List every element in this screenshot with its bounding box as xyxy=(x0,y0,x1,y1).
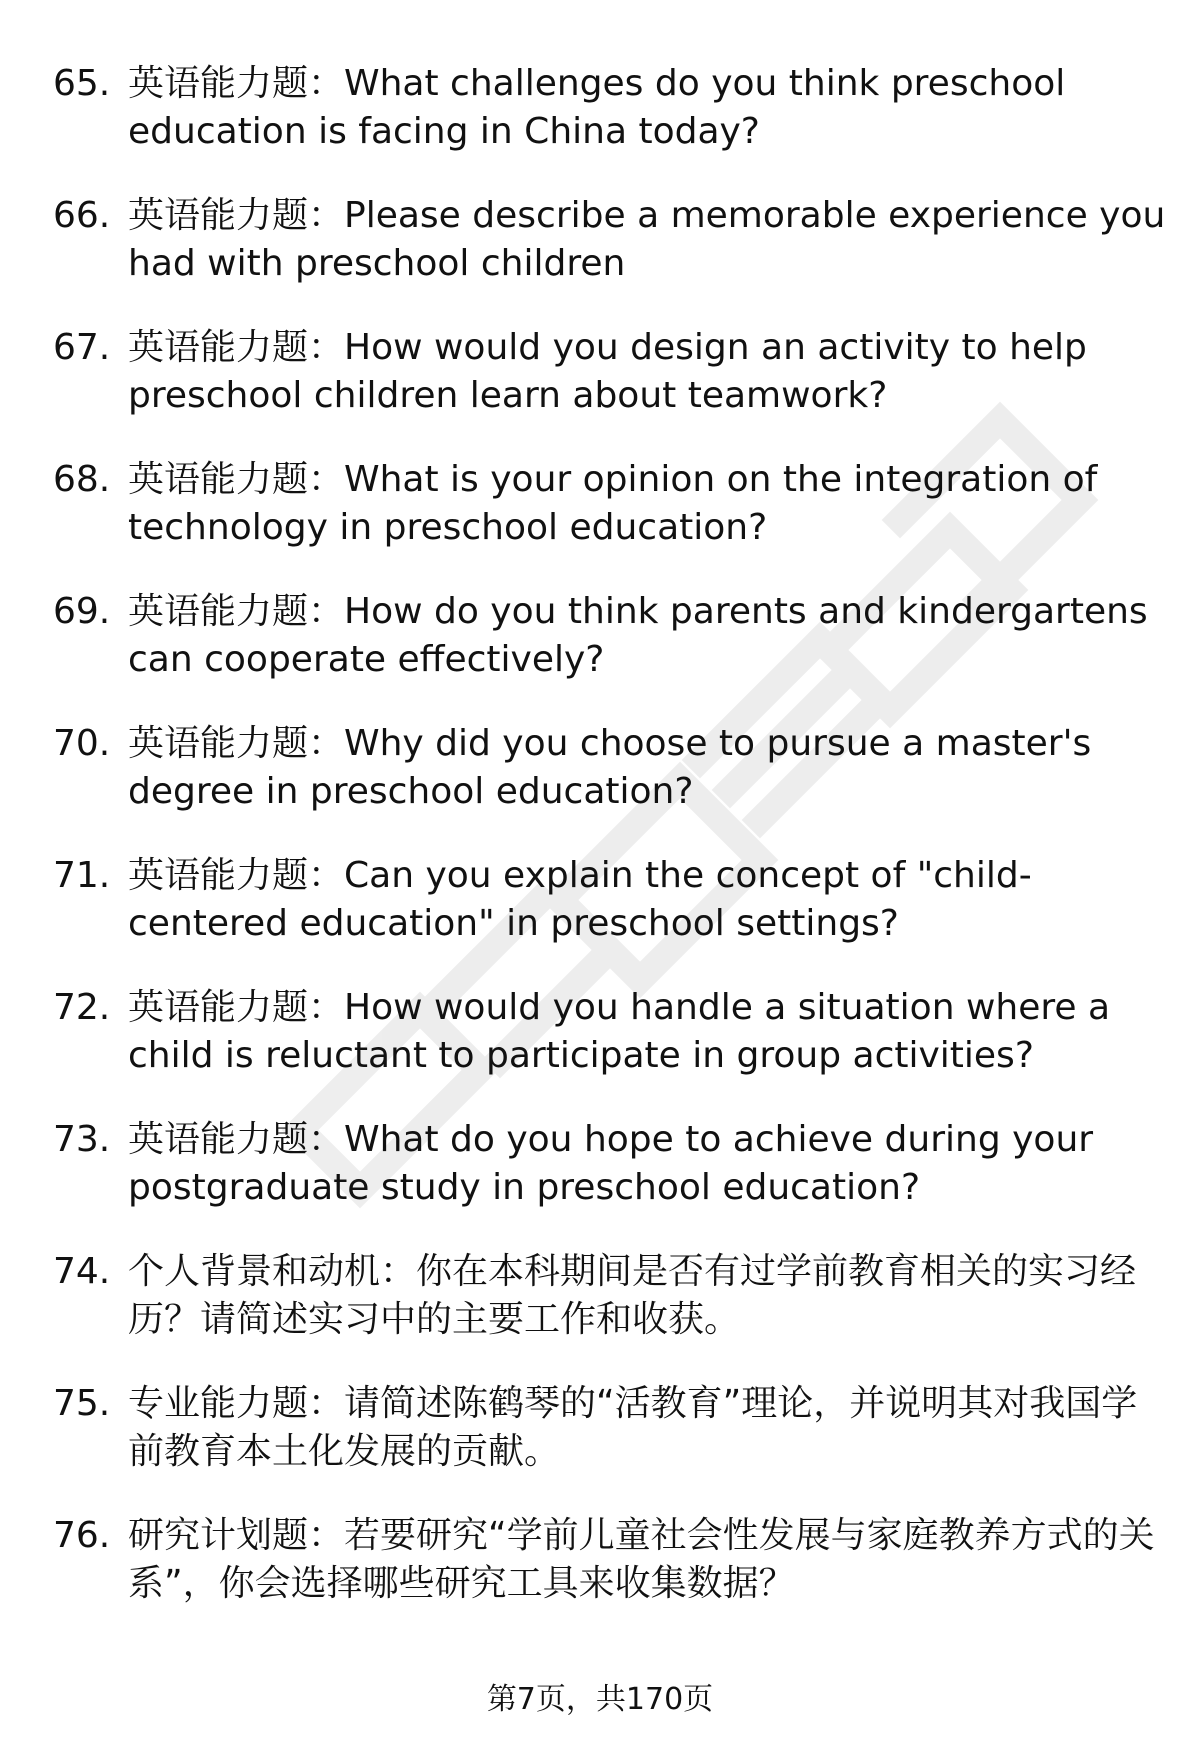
page-footer: 第7页，共170页 xyxy=(486,1682,714,1717)
question-text: 英语能力题：Please describe a memorable experience you had with preschool children xyxy=(128,195,1166,284)
question-number: 75. xyxy=(53,1383,111,1424)
question-item xyxy=(0,456,1200,588)
question-number: 67. xyxy=(53,327,111,368)
question-text: 英语能力题：Can you explain the concept of "child-centered education" in preschool settings? xyxy=(128,855,1032,944)
question-item xyxy=(0,192,1200,324)
question-item xyxy=(0,1380,1200,1512)
question-text: 英语能力题：How would you handle a situation where a child is reluctant to participate in group activities? xyxy=(128,987,1111,1076)
question-item xyxy=(0,60,1200,192)
question-text: 英语能力题：What is your opinion on the integration of technology in preschool education? xyxy=(128,459,1098,548)
question-text: 专业能力题：请简述陈鹤琴的“活教育”理论，并说明其对我国学前教育本土化发展的贡献。 xyxy=(128,1383,1138,1472)
question-item xyxy=(0,1512,1200,1644)
question-item xyxy=(0,984,1200,1116)
question-number: 71. xyxy=(53,855,111,896)
question-text: 个人背景和动机：你在本科期间是否有过学前教育相关的实习经历？请简述实习中的主要工作和收获。 xyxy=(128,1251,1137,1340)
question-item xyxy=(0,1116,1200,1248)
question-text: 英语能力题：What do you hope to achieve during your postgraduate study in preschool education? xyxy=(128,1119,1094,1208)
question-item xyxy=(0,1248,1200,1380)
question-number: 65. xyxy=(53,63,111,104)
question-text: 研究计划题：若要研究“学前儿童社会性发展与家庭教养方式的关系”，你会选择哪些研究工具来收集数据？ xyxy=(128,1515,1155,1604)
question-item xyxy=(0,852,1200,984)
question-text: 英语能力题：What challenges do you think preschool education is facing in China today? xyxy=(128,63,1066,152)
question-item xyxy=(0,720,1200,852)
question-item xyxy=(0,324,1200,456)
question-number: 72. xyxy=(53,987,111,1028)
question-item xyxy=(0,588,1200,720)
question-list xyxy=(0,60,1200,1644)
question-number: 68. xyxy=(53,459,111,500)
question-number: 66. xyxy=(53,195,111,236)
question-text: 英语能力题：Why did you choose to pursue a master's degree in preschool education? xyxy=(128,723,1092,812)
question-text: 英语能力题：How do you think parents and kindergartens can cooperate effectively? xyxy=(128,591,1148,680)
question-number: 70. xyxy=(53,723,111,764)
question-number: 74. xyxy=(53,1251,111,1292)
question-number: 76. xyxy=(53,1515,111,1556)
question-number: 69. xyxy=(53,591,111,632)
question-text: 英语能力题：How would you design an activity to help preschool children learn about teamwork? xyxy=(128,327,1087,416)
question-number: 73. xyxy=(53,1119,111,1160)
